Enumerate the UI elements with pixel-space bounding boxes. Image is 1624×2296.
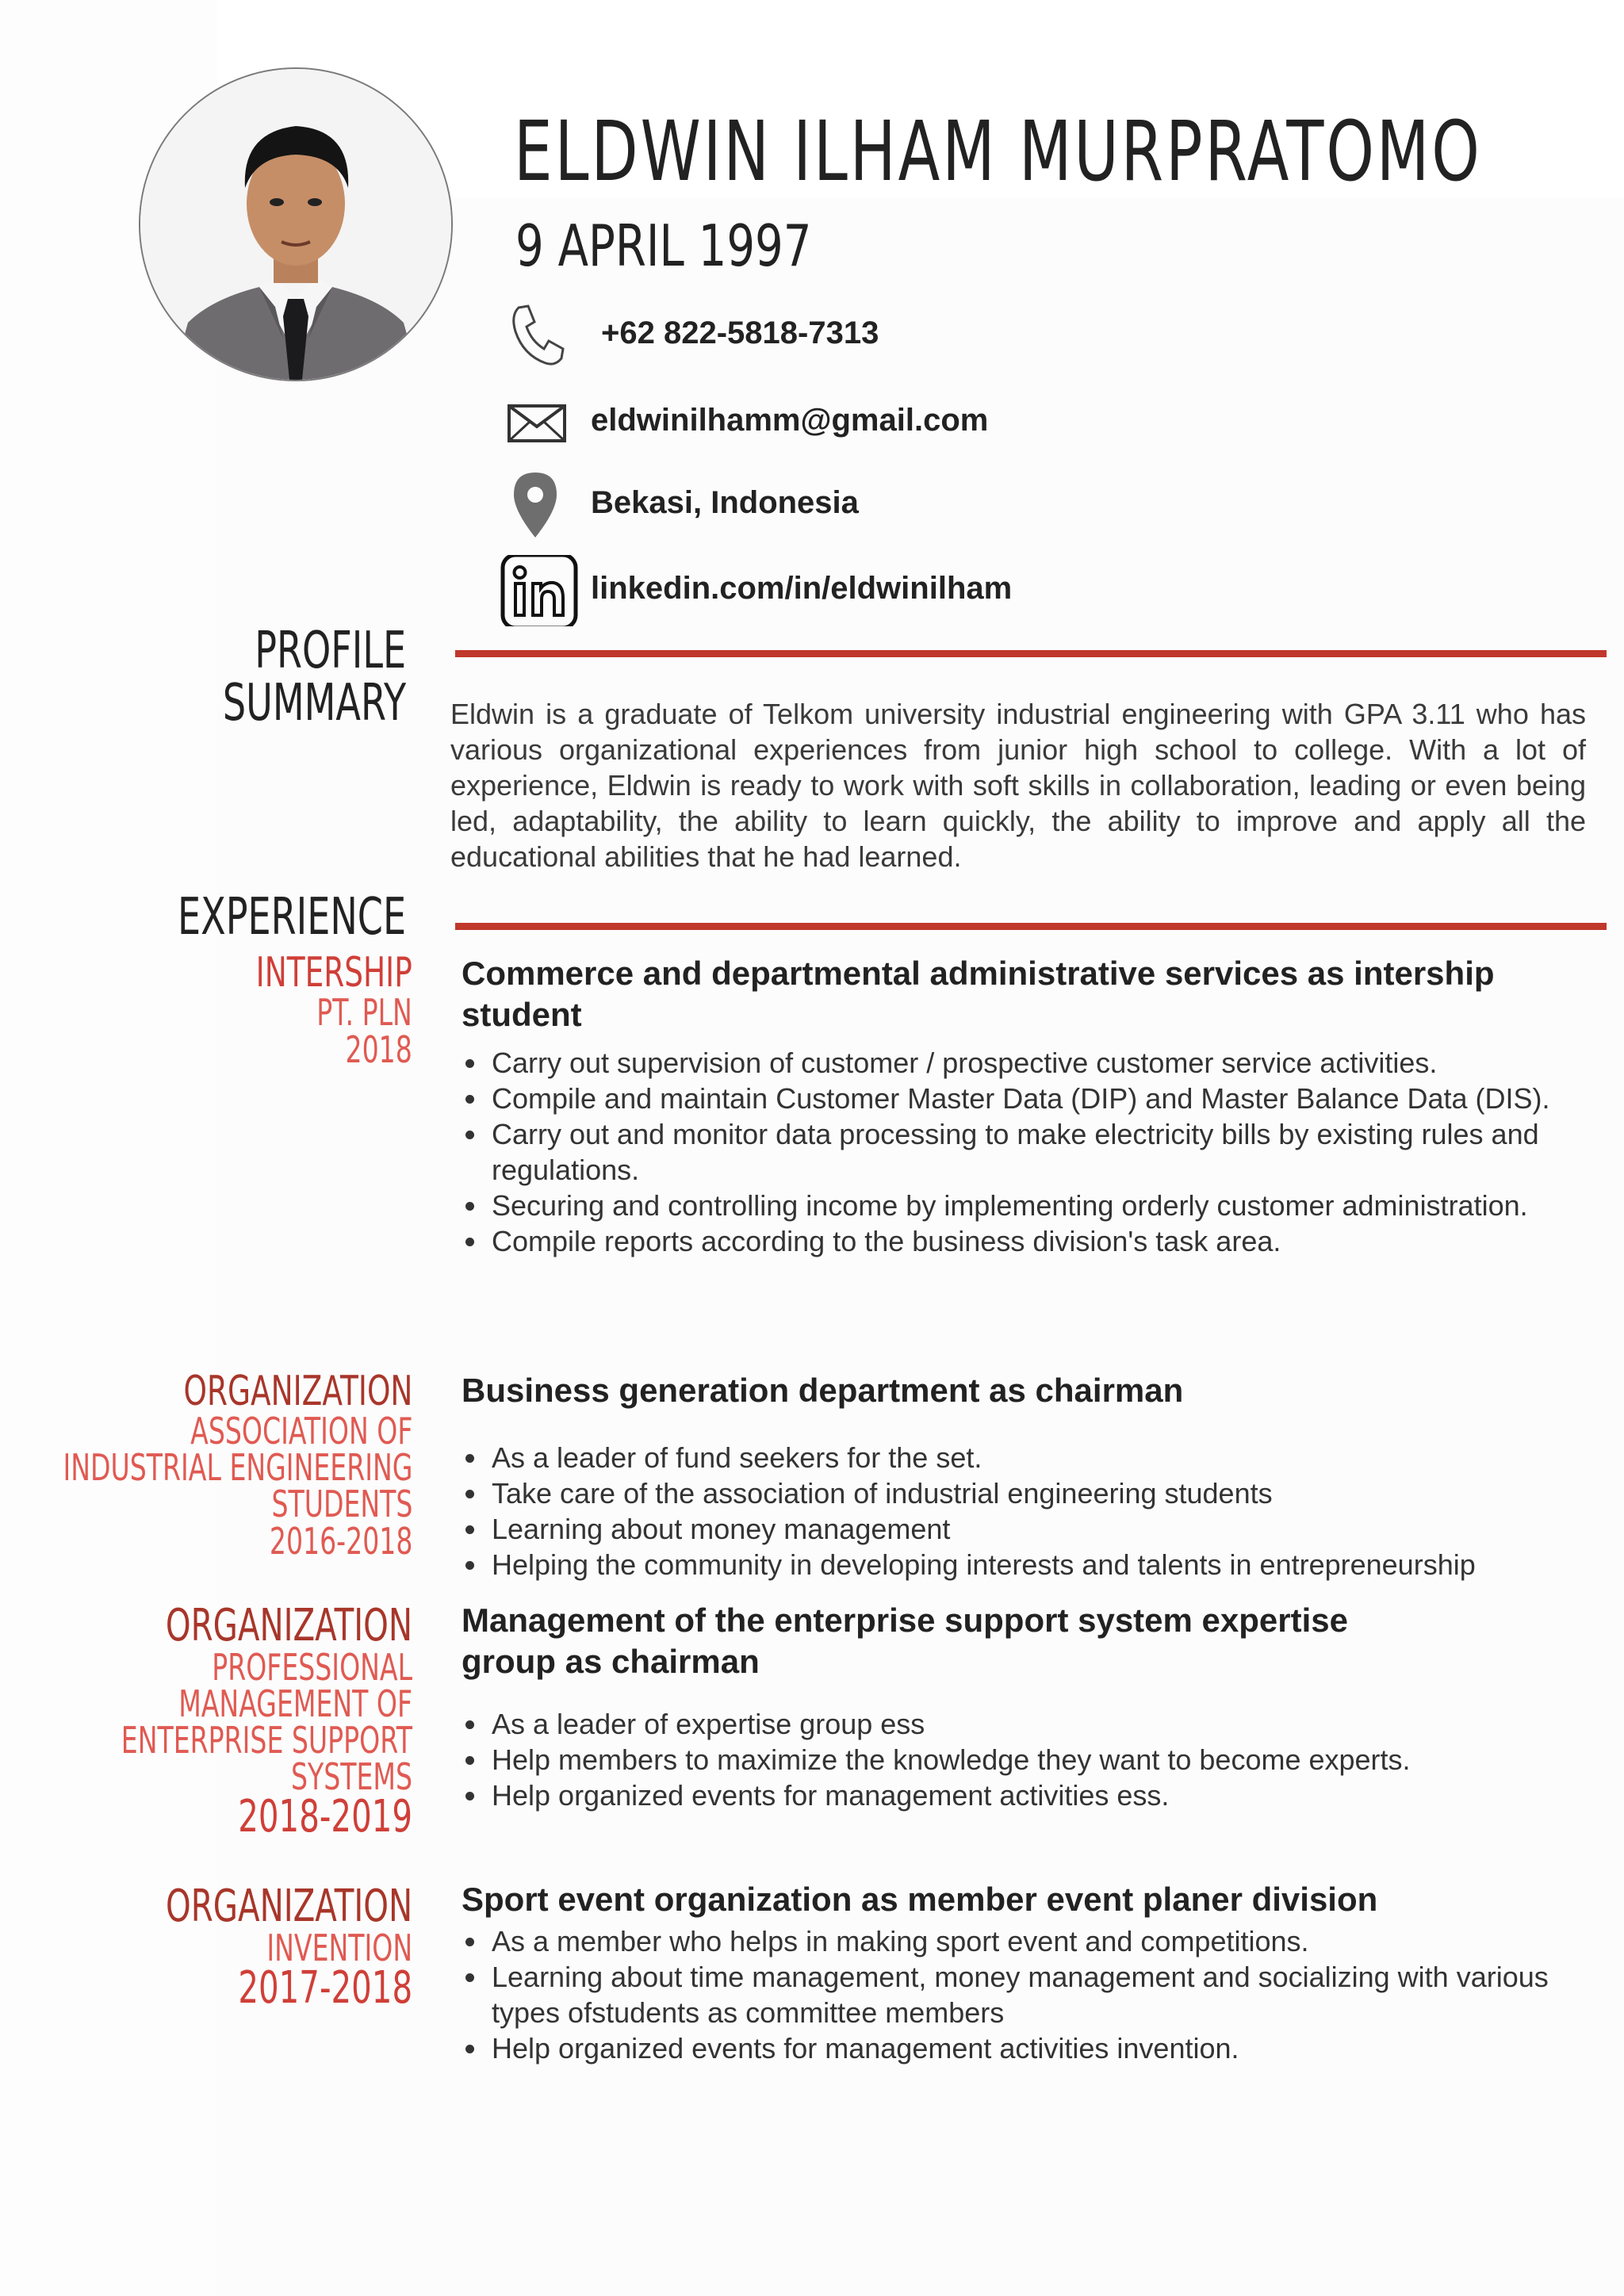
entry-title: Sport event organization as member event planer division: [462, 1881, 1378, 1918]
entry-org-line: ENTERPRISE SUPPORT: [121, 1719, 412, 1762]
entry-title: Management of the enterprise support system expertise group as chairman: [462, 1601, 1348, 1680]
phone-icon: [500, 300, 579, 371]
experience-entry-1: [462, 953, 1603, 1259]
entry-type: ORGANIZATION: [165, 1600, 412, 1651]
contact-phone-row: [500, 300, 1451, 371]
list-item: • Helping the community in developing interests and talents in entrepreneurship: [488, 1547, 1603, 1582]
experience-label-1: [256, 951, 412, 1069]
list-item: • Help members to maximize the knowledge they want to become experts.: [488, 1742, 1603, 1777]
entry-title: Commerce and departmental administrative services as intership student: [462, 955, 1495, 1033]
list-item: • Help organized events for management activities invention.: [488, 2030, 1603, 2066]
experience-entry-3: [462, 1600, 1603, 1813]
profile-summary-text: Eldwin is a graduate of Telkom university industrial engineering with GPA 3.11 who has various organizational experiences from junior high school to college. With a lot of experience, Eldwin is ready to work with soft skills in collaboration, leading or even being led, adaptability, the ability to learn quickly, the ability to improve and apply all the educational abilities that he had learned.: [450, 698, 1586, 873]
entry-org-line: STUDENTS: [271, 1483, 412, 1525]
list-item: • Carry out and monitor data processing to make electricity bills by existing rules and regulations.: [488, 1116, 1603, 1188]
list-item: • Securing and controlling income by implementing orderly customer administration.: [488, 1188, 1603, 1223]
experience-label-3: [121, 1600, 412, 1843]
list-item: • Take care of the association of industrial engineering students: [488, 1475, 1603, 1511]
entry-org-line: INDUSTRIAL ENGINEERING: [63, 1446, 412, 1489]
list-item: • Carry out supervision of customer / prospective customer service activities.: [488, 1045, 1603, 1081]
entry-years: 2018: [345, 1028, 412, 1071]
entry-years: 2016-2018: [269, 1520, 412, 1563]
candidate-name: ELDWIN ILHAM MURPRATOMO: [514, 103, 1482, 200]
entry-years: 2017-2018: [238, 1962, 412, 2014]
location-text: Bekasi, Indonesia: [591, 485, 859, 520]
entry-type: ORGANIZATION: [165, 1881, 412, 1932]
date-of-birth: 9 APRIL 1997: [515, 212, 812, 279]
profile-heading-line2: SUMMARY: [222, 674, 406, 733]
experience-divider: [455, 923, 1607, 930]
list-item: • As a leader of fund seekers for the set.: [488, 1440, 1603, 1475]
experience-entry-4: [462, 1879, 1603, 2066]
contact-location-row: [500, 469, 1451, 541]
profile-summary-heading: [222, 622, 406, 733]
list-item: • Learning about time management, money management and socializing with various types ofstudents as committee members: [488, 1959, 1603, 2030]
list-item: • Help organized events for management activities ess.: [488, 1777, 1603, 1813]
contact-email-row: [500, 387, 1451, 458]
entry-type: INTERSHIP: [255, 949, 412, 997]
experience-entry-2: [462, 1370, 1603, 1582]
linkedin-icon: [500, 555, 579, 626]
entry-bullet-list: [462, 1706, 1603, 1813]
envelope-icon: [500, 387, 579, 458]
entry-years: 2018-2019: [238, 1791, 412, 1843]
list-item: • Compile reports according to the business division's task area.: [488, 1223, 1603, 1259]
entry-org-line: PT. PLN: [316, 991, 412, 1034]
profile-heading-line1: PROFILE: [255, 622, 406, 680]
map-pin-icon: [500, 469, 579, 541]
experience-label-2: [63, 1368, 412, 1563]
entry-org-line: INVENTION: [266, 1927, 412, 1969]
email-address[interactable]: eldwinilhamm@gmail.com: [591, 403, 989, 438]
linkedin-url[interactable]: linkedin.com/in/eldwinilham: [591, 571, 1013, 606]
list-item: • Compile and maintain Customer Master Data (DIP) and Master Balance Data (DIS).: [488, 1081, 1603, 1116]
phone-number[interactable]: +62 822-5818-7313: [601, 316, 879, 350]
profile-divider: [455, 650, 1607, 657]
entry-bullet-list: [462, 1045, 1603, 1259]
list-item: • Learning about money management: [488, 1511, 1603, 1547]
list-item: • As a leader of expertise group ess: [488, 1706, 1603, 1742]
entry-bullet-list: [462, 1923, 1603, 2066]
entry-type: ORGANIZATION: [183, 1368, 412, 1415]
profile-photo: [139, 67, 453, 381]
entry-org-line: SYSTEMS: [290, 1755, 412, 1798]
person-portrait-icon: [140, 69, 451, 380]
entry-org-line: MANAGEMENT OF: [178, 1682, 412, 1725]
contact-linkedin-row: [500, 555, 1451, 626]
list-item: • As a member who helps in making sport event and competitions.: [488, 1923, 1603, 1959]
entry-org-line: ASSOCIATION OF: [190, 1410, 412, 1452]
entry-bullet-list: [462, 1440, 1603, 1582]
experience-label-4: [165, 1881, 412, 2014]
experience-heading: EXPERIENCE: [177, 888, 406, 947]
entry-org-line: PROFESSIONAL: [212, 1646, 412, 1689]
entry-title: Business generation department as chairman: [462, 1372, 1184, 1409]
